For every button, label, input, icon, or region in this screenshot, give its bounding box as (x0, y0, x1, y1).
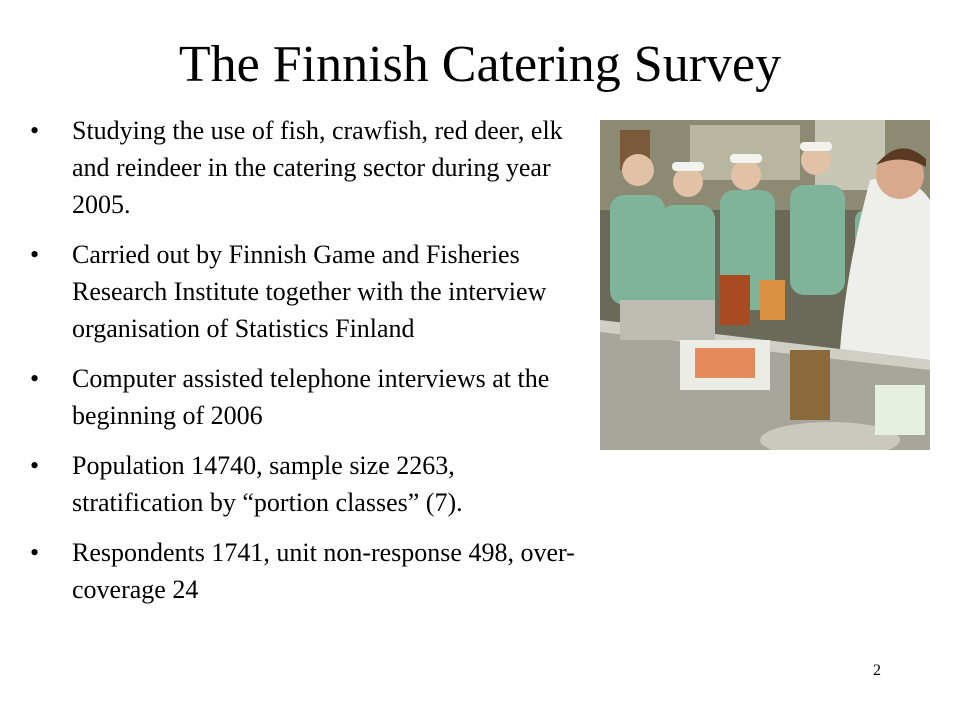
bullet-text: Carried out by Finnish Game and Fisheries Research Institute together with the interview organisation of Statistics Finland (72, 240, 547, 343)
bullet-text: Respondents 1741, unit non-response 498, over-coverage 24 (72, 538, 575, 604)
bullet-icon: • (30, 538, 40, 567)
bullet-item (28, 112, 588, 223)
bullet-item (28, 236, 588, 347)
kitchen-photo (600, 120, 930, 450)
bullet-text: Population 14740, sample size 2263, stratification by “portion classes” (7). (72, 451, 463, 517)
bullet-item (28, 360, 588, 434)
kitchen-photo-illustration (600, 120, 930, 450)
bullet-text: Computer assisted telephone interviews at the beginning of 2006 (72, 364, 550, 430)
slide-title: The Finnish Catering Survey (178, 36, 782, 93)
page-number: 2 (873, 662, 881, 679)
bullet-text: Studying the use of fish, crawfish, red deer, elk and reindeer in the catering sector during year 2005. (72, 116, 563, 219)
bullet-icon: • (30, 451, 40, 480)
bullet-item (28, 534, 588, 608)
bullet-icon: • (30, 364, 40, 393)
bullet-item (28, 447, 588, 521)
bullet-list (28, 112, 588, 621)
bullet-icon: • (30, 116, 40, 145)
bullet-icon: • (30, 240, 40, 269)
